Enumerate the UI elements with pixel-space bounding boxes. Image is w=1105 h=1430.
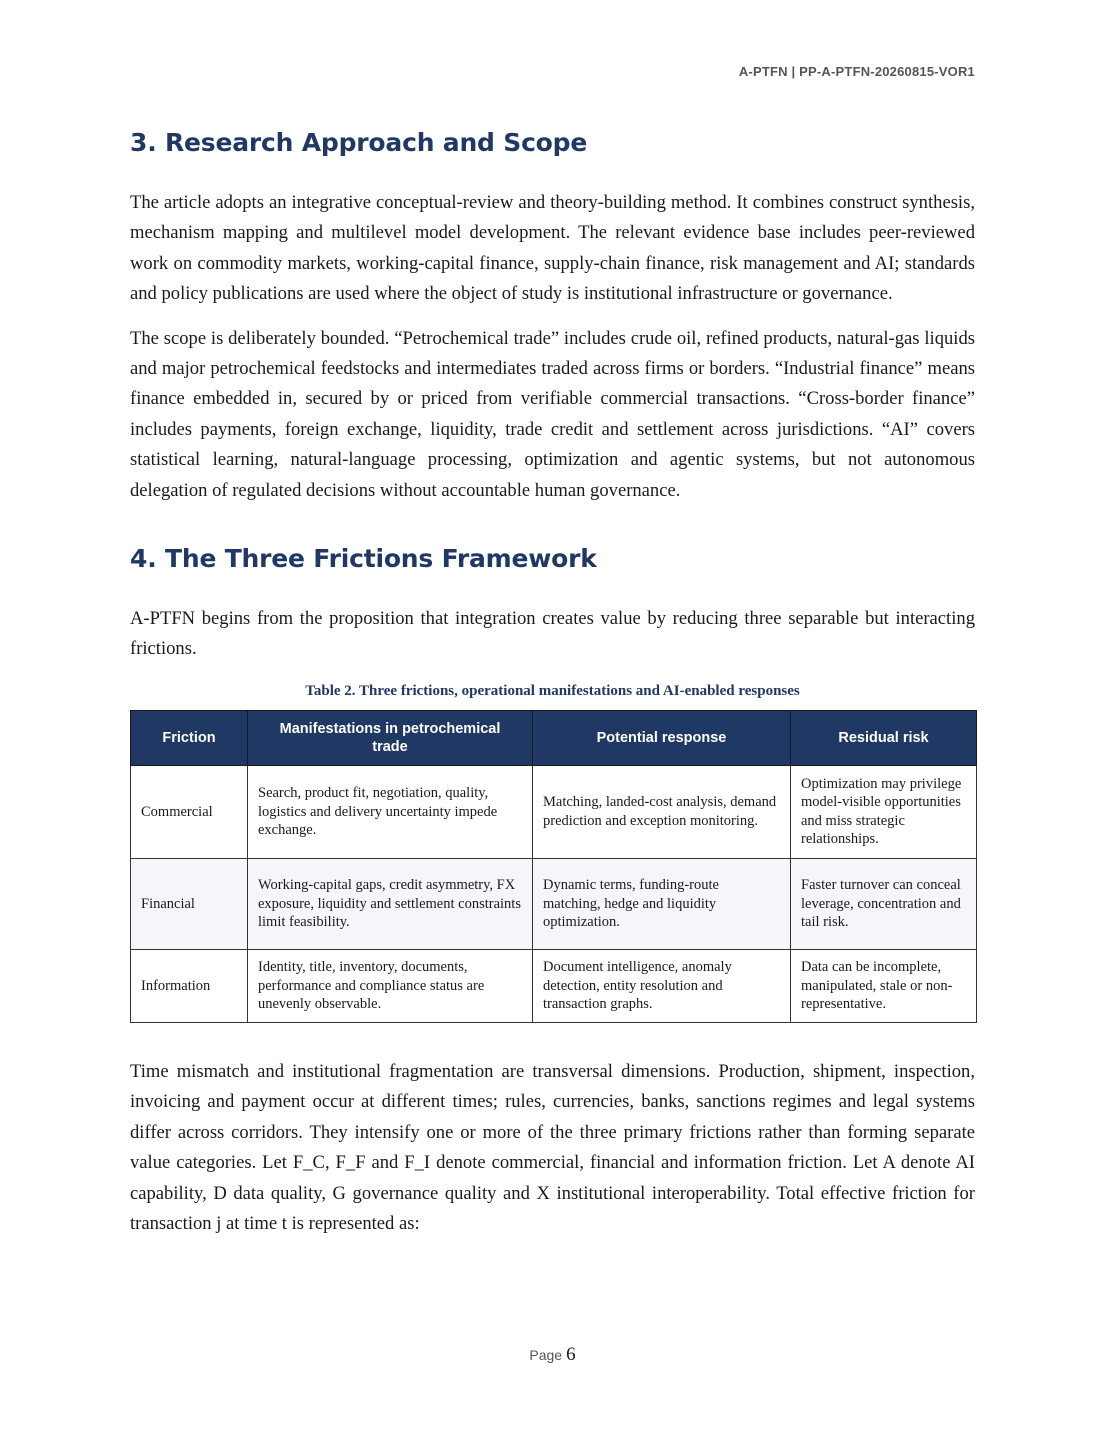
frictions-table xyxy=(130,710,977,1023)
page-content xyxy=(130,128,975,1239)
table-cell: Faster turnover can conceal leverage, concentration and tail risk. xyxy=(791,858,977,949)
page-label: Page xyxy=(529,1347,563,1363)
table-row xyxy=(131,949,977,1022)
page-footer xyxy=(0,1344,1105,1366)
table-cell: Identity, title, inventory, documents, performance and compliance status are unevenly observable. xyxy=(248,949,533,1022)
table-cell: Working-capital gaps, credit asymmetry, FX exposure, liquidity and settlement constraints limit feasibility. xyxy=(248,858,533,949)
table-row xyxy=(131,765,977,858)
section-4-heading: 4. The Three Frictions Framework xyxy=(130,544,597,574)
section-3-paragraph-1: The article adopts an integrative conceptual-review and theory-building method. It combines construct synthesis, mechanism mapping and multilevel model development. The relevant evidence base includes peer-reviewed work on commodity markets, working-capital finance, supply-chain finance, risk management and AI; standards and policy publications are used where the object of study is institutional infrastructure or governance. xyxy=(130,192,975,305)
table-caption: Table 2. Three frictions, operational manifestations and AI-enabled responses xyxy=(305,682,800,699)
section-4-intro-paragraph: A-PTFN begins from the proposition that integration creates value by reducing three separable but interacting frictions. xyxy=(130,608,975,660)
section-3-heading: 3. Research Approach and Scope xyxy=(130,128,588,157)
table-header-row xyxy=(131,710,977,765)
table-cell: Commercial xyxy=(131,765,248,858)
table-cell: Matching, landed-cost analysis, demand prediction and exception monitoring. xyxy=(533,765,791,858)
column-header-friction: Friction xyxy=(131,710,248,765)
table-cell: Document intelligence, anomaly detection, entity resolution and transaction graphs. xyxy=(533,949,791,1022)
table-cell: Dynamic terms, funding-route matching, hedge and liquidity optimization. xyxy=(533,858,791,949)
column-header-potential-response: Potential response xyxy=(533,710,791,765)
page-number: 6 xyxy=(566,1344,576,1365)
table-row xyxy=(131,858,977,949)
running-header: A-PTFN | PP-A-PTFN-20260815-VOR1 xyxy=(738,64,975,79)
table-cell: Data can be incomplete, manipulated, stale or non-representative. xyxy=(791,949,977,1022)
section-4-closing-paragraph: Time mismatch and institutional fragmentation are transversal dimensions. Production, shipment, inspection, invoicing and payment occur at different times; rules, currencies, banks, sanctions regimes and legal systems differ across corridors. They intensify one or more of the three primary frictions rather than forming separate value categories. Let F_C, F_F and F_I denote commercial, financial and information friction. Let A denote AI capability, D data quality, G governance quality and X institutional interoperability. Total effective friction for transaction j at time t is represented as: xyxy=(130,1060,975,1234)
table-cell: Search, product fit, negotiation, quality, logistics and delivery uncertainty impede exchange. xyxy=(248,765,533,858)
table-cell: Financial xyxy=(131,858,248,949)
section-3-paragraph-2: The scope is deliberately bounded. “Petrochemical trade” includes crude oil, refined products, natural-gas liquids and major petrochemical feedstocks and intermediates traded across firms or borders. “Industrial finance” means finance embedded in, secured by or priced from verifiable commercial transactions. “Cross-border finance” includes payments, foreign exchange, liquidity, trade credit and settlement across jurisdictions. “AI” covers statistical learning, natural-language processing, optimization and agentic systems, but not autonomous delegation of regulated decisions without accountable human governance. xyxy=(130,327,975,501)
table-cell: Optimization may privilege model-visible opportunities and miss strategic relationships. xyxy=(791,765,977,858)
table-cell: Information xyxy=(131,949,248,1022)
column-header-residual-risk: Residual risk xyxy=(791,710,977,765)
column-header-manifestations: Manifestations in petrochemical trade xyxy=(248,710,533,765)
